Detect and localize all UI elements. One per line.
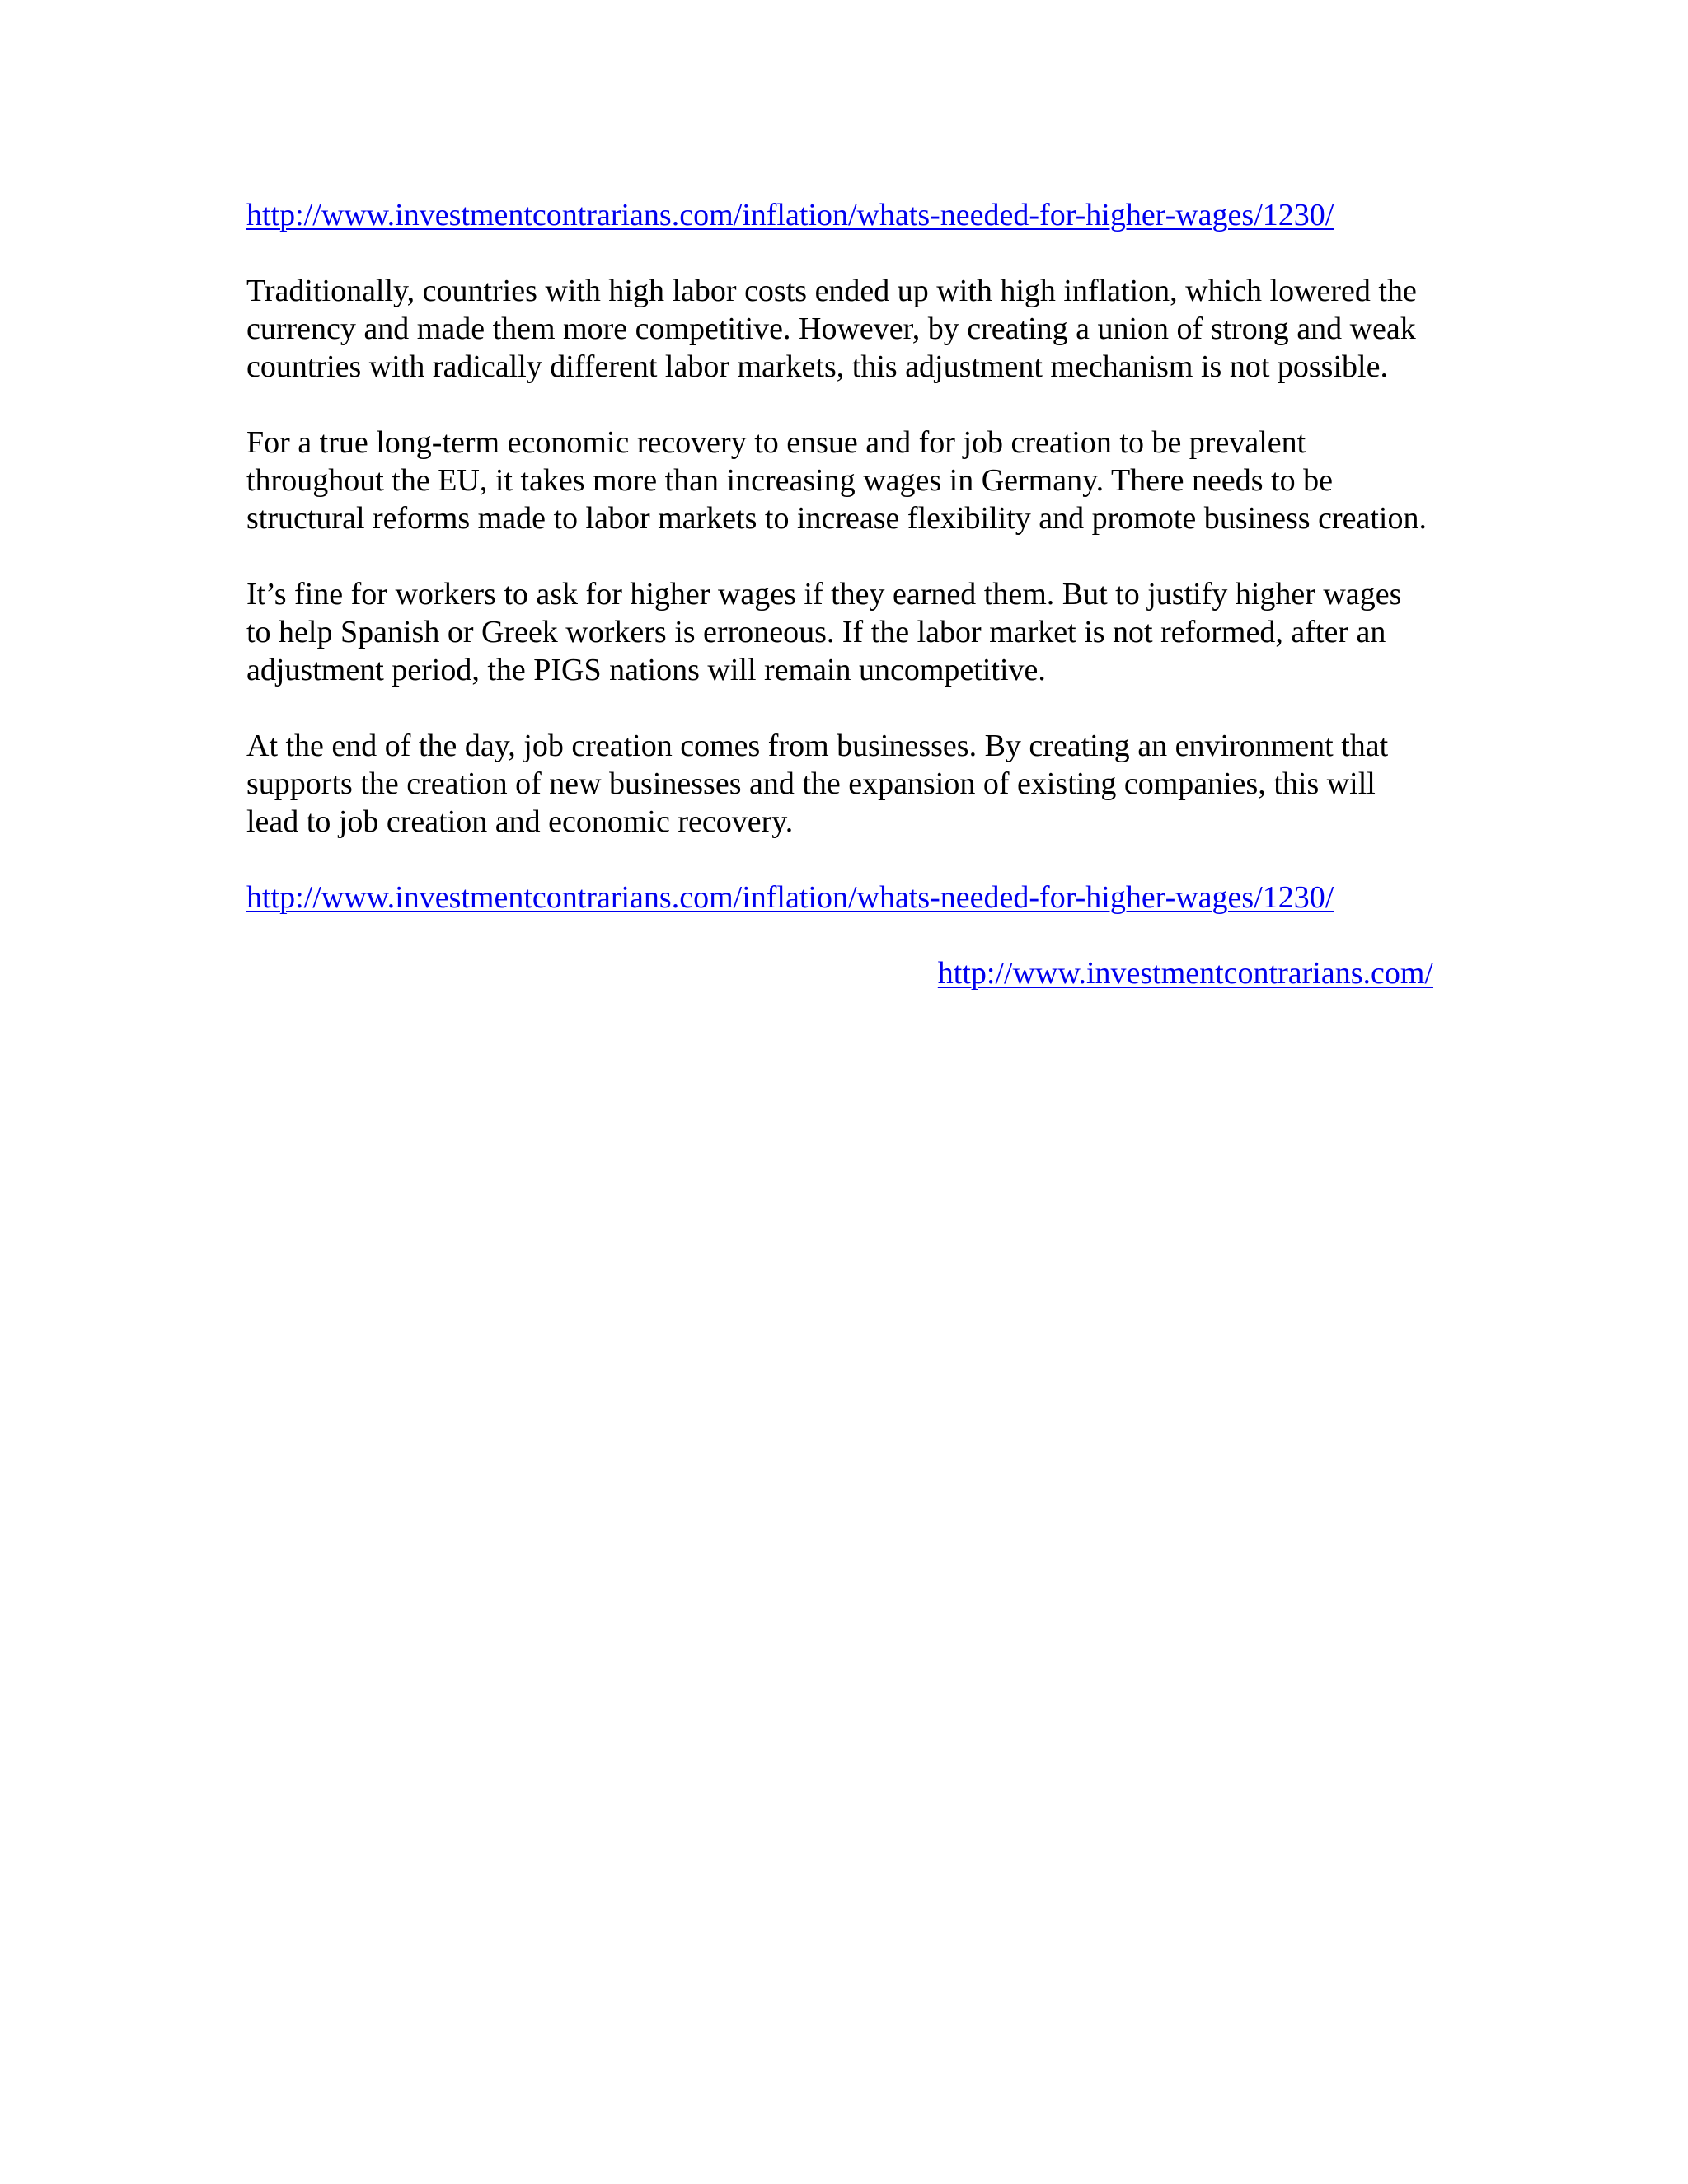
source-link-top[interactable]: http://www.investmentcontrarians.com/inflation/whats-needed-for-higher-wages/1230/: [246, 198, 1334, 232]
site-link-paragraph: [246, 954, 1433, 992]
source-link-bottom[interactable]: http://www.investmentcontrarians.com/inflation/whats-needed-for-higher-wages/1230/: [246, 880, 1334, 915]
paragraph-job-creation: At the end of the day, job creation comes from businesses. By creating an environment that supports the creation of new businesses and the expansion of existing companies, this will lead to job creation and economic recovery.: [246, 729, 1389, 839]
source-link-bottom-paragraph: [246, 879, 1433, 916]
document-body: [246, 196, 1433, 1030]
paragraph-economic-recovery: For a true long-term economic recovery to ensue and for job creation to be prevalent throughout the EU, it takes more than increasing wages in Germany. There needs to be structural reforms made to labor markets to increase flexibility and promote business creation.: [246, 425, 1427, 536]
source-link-paragraph: [246, 196, 1433, 234]
paragraph-labor-costs: Traditionally, countries with high labor costs ended up with high inflation, which lowered the currency and made them more competitive. However, by creating a union of strong and weak countries with radically different labor markets, this adjustment mechanism is not possible.: [246, 274, 1417, 384]
site-home-link[interactable]: http://www.investmentcontrarians.com/: [937, 956, 1433, 991]
paragraph-higher-wages: It’s fine for workers to ask for higher wages if they earned them. But to justify higher wages to help Spanish or Greek workers is erroneous. If the labor market is not reformed, after an adjustment period, the PIGS nations will remain uncompetitive.: [246, 577, 1402, 687]
